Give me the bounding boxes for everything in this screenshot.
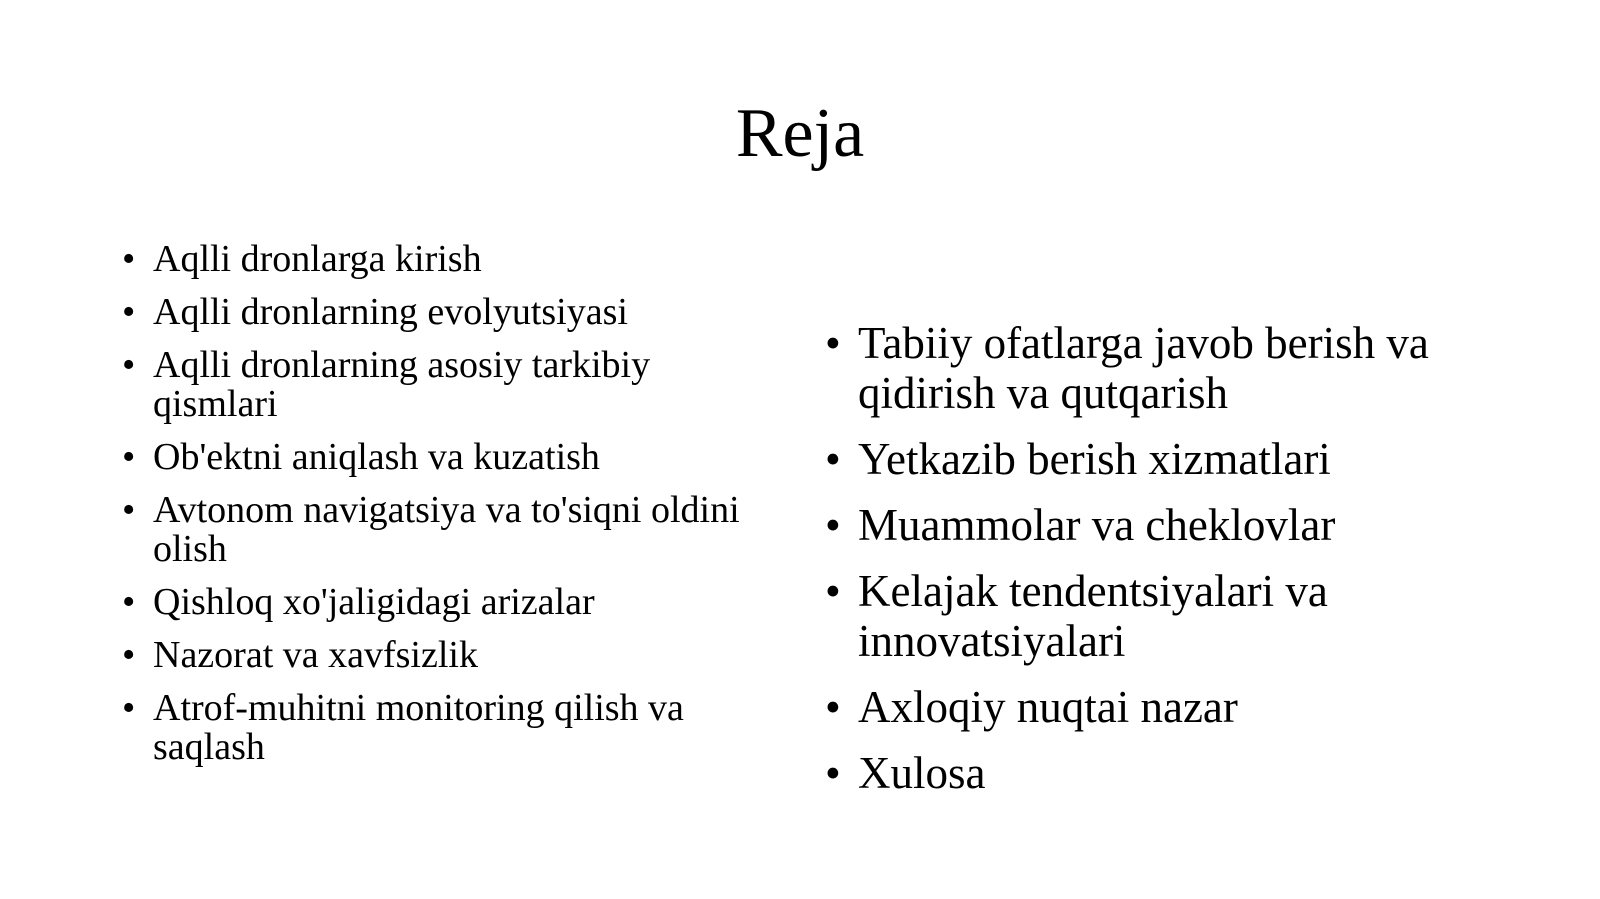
bullet-icon: •: [122, 436, 136, 478]
list-item-label: Axloqiy nuqtai nazar: [858, 682, 1238, 732]
list-item: [825, 748, 1505, 798]
list-item-label: Ob'ektni aniqlash va kuzatish: [153, 436, 600, 478]
bullet-icon: •: [825, 748, 841, 798]
list-item-label: Tabiiy ofatlarga javob berish va qidirish va qutqarish: [858, 318, 1429, 418]
bullet-icon: •: [825, 500, 841, 550]
list-item-label: Atrof-muhitni monitoring qilish va saqlash: [153, 687, 684, 768]
list-item: [122, 346, 772, 424]
list-item-label: Kelajak tendentsiyalari va innovatsiyalari: [858, 566, 1328, 666]
bullet-icon: •: [122, 687, 136, 729]
left-bullet-list: [122, 240, 772, 781]
bullet-icon: •: [825, 318, 841, 368]
list-item: [825, 682, 1505, 732]
bullet-icon: •: [825, 566, 841, 616]
bullet-icon: •: [122, 238, 136, 280]
bullet-icon: •: [122, 291, 136, 333]
list-item: [825, 434, 1505, 484]
bullet-icon: •: [122, 581, 136, 623]
list-item: [122, 689, 772, 767]
list-item-label: Yetkazib berish xizmatlari: [858, 434, 1331, 484]
list-item: [122, 491, 772, 569]
list-item-label: Aqlli dronlarning asosiy tarkibiy qismlari: [153, 344, 651, 425]
slide-title: Reja: [735, 95, 865, 172]
right-bullet-list: [825, 318, 1505, 814]
bullet-icon: •: [825, 434, 841, 484]
list-item: [122, 240, 772, 279]
bullet-icon: •: [122, 344, 136, 386]
list-item: [825, 318, 1505, 418]
list-item: [825, 500, 1505, 550]
bullet-icon: •: [122, 489, 136, 531]
list-item: [122, 583, 772, 622]
list-item-label: Aqlli dronlarga kirish: [153, 238, 482, 280]
bullet-icon: •: [825, 682, 841, 732]
list-item: [122, 438, 772, 477]
list-item-label: Avtonom navigatsiya va to'siqni oldini olish: [153, 489, 740, 570]
list-item: [825, 566, 1505, 666]
bullet-icon: •: [122, 634, 136, 676]
list-item-label: Qishloq xo'jaligidagi arizalar: [153, 581, 595, 623]
list-item-label: Muammolar va cheklovlar: [858, 500, 1336, 550]
list-item-label: Nazorat va xavfsizlik: [153, 634, 478, 676]
list-item-label: Xulosa: [858, 748, 986, 798]
list-item: [122, 293, 772, 332]
list-item-label: Aqlli dronlarning evolyutsiyasi: [153, 291, 628, 333]
list-item: [122, 636, 772, 675]
